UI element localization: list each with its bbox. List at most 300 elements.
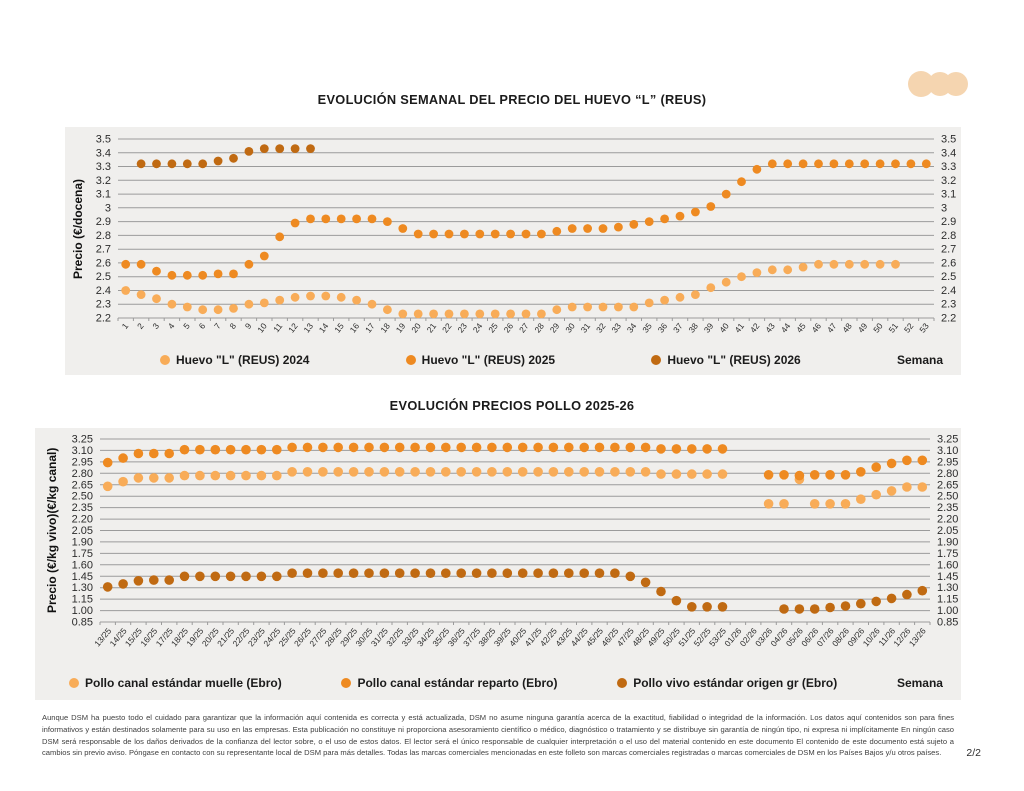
data-point [687, 602, 697, 612]
x-tick-label: 18/25 [168, 625, 191, 649]
data-point [564, 467, 574, 477]
data-point [414, 230, 423, 239]
data-point [380, 443, 390, 453]
data-point [241, 572, 251, 582]
x-tick-label: 43 [763, 321, 777, 335]
data-point [768, 159, 777, 168]
x-tick-label: 17/25 [153, 625, 175, 649]
data-point [599, 224, 608, 233]
data-point [887, 486, 897, 496]
data-point [260, 252, 269, 261]
data-point [522, 230, 531, 239]
data-point [487, 467, 497, 477]
y-tick-label-left: 3.3 [95, 161, 111, 173]
data-point [902, 590, 912, 600]
data-point [830, 159, 839, 168]
data-point [737, 177, 746, 186]
x-tick-label: 13/26 [906, 625, 928, 649]
x-tick-label: 21/25 [214, 625, 237, 649]
data-point [475, 230, 484, 239]
y-tick-label-left: 3.25 [71, 433, 93, 446]
data-point [275, 232, 284, 241]
data-point [506, 230, 515, 239]
y-tick-label-right: 2.50 [937, 490, 959, 503]
data-point [610, 568, 620, 578]
data-point [533, 568, 543, 578]
y-tick-label-left: 2.4 [95, 285, 111, 297]
x-tick-label: 32 [593, 321, 608, 335]
data-point [722, 278, 731, 287]
x-tick-label: 08/26 [829, 625, 852, 649]
series-dot-icon [69, 678, 79, 688]
y-tick-label-right: 2.95 [937, 456, 959, 469]
x-tick-label: 30/25 [353, 625, 375, 649]
y-tick-label-right: 2.4 [941, 285, 957, 297]
data-point [830, 260, 839, 269]
data-point [645, 217, 654, 226]
data-point [137, 290, 146, 299]
x-tick-label: 28/25 [322, 625, 344, 649]
chicken-chart-panel [35, 428, 961, 700]
data-point [676, 212, 685, 221]
data-point [718, 444, 728, 454]
data-point [291, 144, 300, 153]
disclaimer-text: Aunque DSM ha puesto todo el cuidado para garantizar que la información aquí contenida es correcta y está actualizada, DSM no asume ninguna garantía acerca de la exactitud, fiabilidad o integridad de la información. Los datos aquí contenidos son para fines informativos y están destinados solamente para su uso en las empresas. Esta publicación no constituye ni proporciona asesoramiento científico o médico, diagnóstico o tratamiento y se distribuye sin garantía de ningún tipo, ni expresa ni implícitamente En ningún caso DSM será responsable de los daños derivados de la confianza del lector sobre, o el uso de estos datos. El lector será el único responsable de cualquier interpretación o el uso del material contenido en este documento El contenido de este documento está sujeto a cambios sin previo aviso. Póngase en contacto con su representante local de DSM para más detalles. Todas las marcas comerciales mencionadas en este folleto son marcas comerciales registradas o marcas comerciales de DSM en los Países Bajos y/u otros países. [42, 713, 954, 758]
data-point [318, 568, 328, 578]
y-tick-label-right: 2.65 [937, 479, 959, 492]
series-dot-icon [160, 355, 170, 365]
x-tick-label: 18 [378, 321, 392, 335]
y-tick-label-right: 3.2 [941, 174, 957, 187]
data-point [337, 215, 346, 224]
data-point [395, 467, 405, 477]
data-point [198, 305, 207, 314]
data-point [795, 471, 805, 481]
x-tick-label: 35 [640, 321, 654, 335]
data-point [737, 272, 746, 281]
legend-item [406, 353, 555, 367]
data-point [814, 159, 823, 168]
data-point [198, 271, 207, 280]
y-tick-label-right: 3.5 [941, 133, 957, 146]
y-tick-label-left: 3.5 [95, 133, 111, 146]
data-point [537, 310, 546, 319]
legend-item [69, 676, 282, 690]
x-tick-label: 11/26 [876, 625, 898, 648]
data-point [149, 473, 159, 483]
legend-label: Pollo canal estándar reparto (Ebro) [357, 676, 558, 690]
data-point [445, 230, 454, 239]
data-point [583, 224, 592, 233]
x-tick-label: 8 [227, 321, 239, 331]
data-point [764, 470, 774, 480]
data-point [352, 215, 361, 224]
data-point [275, 296, 284, 305]
x-tick-label: 50 [871, 321, 885, 335]
data-point [810, 499, 820, 509]
legend-label: Huevo "L" (REUS) 2024 [176, 353, 310, 367]
egg-chart-title: EVOLUCIÓN SEMANAL DEL PRECIO DEL HUEVO “L” (REUS) [317, 92, 707, 107]
legend-item [617, 676, 837, 690]
data-point [691, 208, 700, 217]
data-point [229, 270, 238, 279]
data-point [245, 147, 254, 156]
y-tick-label-left: 1.75 [71, 547, 93, 560]
data-point [410, 467, 420, 477]
data-point [214, 270, 223, 279]
data-point [706, 283, 715, 292]
x-tick-label: 5 [181, 321, 192, 331]
x-tick-label: 29/25 [337, 625, 360, 649]
series-dot-icon [341, 678, 351, 688]
legend-label: Pollo vivo estándar origen gr (Ebro) [633, 676, 838, 690]
x-tick-label: 10/26 [860, 625, 882, 649]
y-tick-label-left: 2.8 [95, 229, 111, 242]
data-point [764, 499, 774, 509]
data-point [549, 568, 559, 578]
data-point [152, 267, 161, 276]
data-point [472, 467, 482, 477]
x-tick-label: 27/25 [307, 625, 329, 649]
data-point [518, 568, 528, 578]
chicken-chart-legend [69, 676, 943, 690]
data-point [641, 578, 651, 588]
y-tick-label-right: 1.90 [937, 536, 959, 549]
data-point [349, 443, 359, 453]
y-tick-label-left: 0.85 [71, 616, 93, 629]
data-point [522, 310, 531, 319]
x-tick-label: 49/25 [645, 625, 667, 649]
x-tick-label: 39/25 [491, 625, 513, 649]
data-point [352, 296, 361, 305]
data-point [799, 159, 808, 168]
series-dot-icon [617, 678, 627, 688]
data-point [364, 443, 374, 453]
egg-chart-x-axis-title: Semana [896, 353, 943, 367]
data-point [783, 265, 792, 274]
data-point [245, 300, 254, 309]
x-tick-label: 24 [470, 321, 485, 335]
data-point [211, 471, 221, 481]
data-point [164, 473, 174, 483]
x-tick-label: 02/26 [737, 625, 759, 649]
series-0-points [121, 260, 900, 318]
series-2-points [103, 568, 927, 613]
data-point [810, 470, 820, 480]
data-point [645, 299, 654, 308]
legend-label: Huevo "L" (REUS) 2026 [667, 353, 801, 367]
x-tick-label: 1 [119, 321, 131, 331]
legend-item [341, 676, 557, 690]
data-point [841, 601, 851, 611]
x-tick-label: 34/25 [414, 625, 437, 649]
data-point [503, 467, 513, 477]
data-point [275, 144, 284, 153]
x-tick-label: 23 [455, 321, 469, 335]
y-tick-label-right: 2.35 [937, 502, 959, 515]
data-point [676, 293, 685, 302]
y-tick-label-left: 1.30 [71, 582, 93, 595]
data-point [595, 443, 605, 453]
data-point [291, 219, 300, 228]
data-point [380, 568, 390, 578]
data-point [164, 449, 174, 459]
data-point [799, 263, 808, 272]
y-tick-label-right: 2.3 [941, 298, 957, 311]
data-point [595, 467, 605, 477]
data-point [183, 159, 192, 168]
data-point [383, 305, 392, 314]
data-point [918, 456, 928, 466]
x-tick-label: 40/25 [507, 625, 529, 649]
x-tick-label: 24/25 [261, 625, 283, 649]
data-point [779, 604, 789, 614]
y-tick-label-right: 2.9 [941, 216, 957, 229]
data-point [706, 202, 715, 211]
data-point [475, 310, 484, 319]
data-point [610, 467, 620, 477]
data-point [672, 469, 682, 479]
data-point [395, 568, 405, 578]
data-point [321, 215, 330, 224]
data-point [321, 292, 330, 301]
data-point [691, 290, 700, 299]
data-point [579, 443, 589, 453]
y-tick-label-right: 2.7 [941, 243, 957, 256]
data-point [272, 572, 282, 582]
x-tick-label: 19/25 [184, 625, 206, 649]
y-tick-label-left: 2.35 [71, 502, 93, 515]
data-point [687, 469, 697, 479]
data-point [922, 159, 931, 168]
data-point [333, 443, 343, 453]
x-tick-label: 16 [347, 321, 362, 335]
x-tick-label: 15 [332, 321, 346, 335]
data-point [245, 260, 254, 269]
data-point [195, 572, 205, 582]
data-point [876, 260, 885, 269]
chicken-chart-y-axis-title: Precio (€/kg vivo)(€/kg canal) [45, 447, 59, 614]
x-tick-label: 31 [578, 321, 593, 335]
data-point [887, 459, 897, 469]
x-tick-label: 51 [886, 321, 901, 335]
data-point [103, 458, 113, 468]
data-point [456, 443, 466, 453]
data-point [152, 159, 161, 168]
data-point [303, 443, 313, 453]
data-point [533, 443, 543, 453]
data-point [579, 467, 589, 477]
x-tick-label: 11 [271, 321, 285, 335]
data-point [426, 467, 436, 477]
egg-chart-y-axis-title: Precio (€/docena) [71, 178, 85, 279]
x-tick-label: 38 [686, 321, 700, 335]
egg-chart-panel [65, 127, 961, 375]
data-point [503, 568, 513, 578]
data-point [472, 568, 482, 578]
y-tick-label-right: 3.3 [941, 161, 957, 173]
y-tick-label-right: 1.45 [937, 570, 959, 583]
x-tick-label: 12 [286, 321, 300, 335]
data-point [180, 471, 190, 481]
data-point [214, 305, 223, 314]
data-point [137, 159, 146, 168]
x-tick-label: 15/25 [122, 625, 144, 649]
data-point [287, 568, 297, 578]
data-point [656, 444, 666, 454]
x-tick-label: 39 [701, 321, 716, 335]
y-tick-label-right: 2.5 [941, 271, 957, 284]
y-tick-label-left: 1.60 [71, 559, 93, 572]
data-point [183, 303, 192, 312]
data-point [149, 449, 159, 459]
data-point [211, 445, 221, 455]
data-point [118, 477, 128, 487]
data-point [549, 467, 559, 477]
data-point [410, 568, 420, 578]
x-tick-label: 44 [778, 321, 793, 335]
data-point [891, 159, 900, 168]
data-point [445, 310, 454, 319]
data-point [364, 568, 374, 578]
x-tick-label: 03/26 [752, 625, 775, 649]
data-point [137, 260, 146, 269]
x-tick-label: 34 [624, 321, 639, 335]
data-point [614, 303, 623, 312]
x-tick-label: 46/25 [599, 625, 621, 649]
data-point [918, 586, 928, 596]
y-tick-label-left: 1.45 [71, 570, 93, 583]
y-tick-label-left: 2.7 [95, 243, 111, 256]
data-point [871, 490, 881, 500]
data-point [568, 224, 577, 233]
x-tick-label: 04/26 [768, 625, 790, 649]
x-tick-label: 6 [196, 321, 208, 331]
data-point [579, 568, 589, 578]
data-point [121, 260, 130, 269]
data-point [426, 443, 436, 453]
data-point [441, 443, 451, 453]
data-point [168, 300, 177, 309]
data-point [568, 303, 577, 312]
x-tick-label: 22/25 [230, 625, 252, 649]
y-tick-label-right: 2.80 [937, 467, 959, 480]
x-tick-label: 33/25 [399, 625, 421, 649]
data-point [614, 223, 623, 232]
x-tick-label: 9 [242, 321, 254, 331]
x-tick-label: 17 [362, 321, 377, 335]
data-point [368, 215, 377, 224]
data-point [198, 159, 207, 168]
data-point [272, 471, 282, 481]
data-point [349, 467, 359, 477]
y-tick-label-left: 2.95 [71, 456, 93, 469]
data-point [441, 467, 451, 477]
data-point [533, 467, 543, 477]
data-point [260, 144, 269, 153]
data-point [306, 292, 315, 301]
data-point [168, 159, 177, 168]
data-point [687, 444, 697, 454]
x-tick-label: 3 [150, 321, 162, 331]
legend-label: Pollo canal estándar muelle (Ebro) [85, 676, 282, 690]
data-point [398, 224, 407, 233]
x-tick-label: 52 [901, 321, 916, 335]
data-point [168, 271, 177, 280]
x-tick-label: 51/25 [676, 625, 698, 649]
data-point [318, 443, 328, 453]
data-point [918, 482, 928, 492]
data-point [768, 265, 777, 274]
y-tick-label-right: 1.15 [937, 593, 959, 606]
data-point [660, 215, 669, 224]
data-point [518, 467, 528, 477]
data-point [241, 471, 251, 481]
data-point [718, 469, 728, 479]
data-point [333, 467, 343, 477]
data-point [887, 594, 897, 604]
data-point [583, 303, 592, 312]
x-tick-label: 29 [547, 321, 562, 335]
data-point [472, 443, 482, 453]
data-point [272, 445, 282, 455]
data-point [226, 471, 236, 481]
data-point [825, 470, 835, 480]
data-point [902, 456, 912, 466]
x-tick-label: 41/25 [522, 625, 544, 649]
x-tick-label: 09/26 [845, 625, 867, 649]
data-point [257, 471, 267, 481]
data-point [349, 568, 359, 578]
y-tick-label-right: 1.00 [937, 605, 959, 618]
x-tick-label: 23/25 [245, 625, 267, 649]
data-point [795, 604, 805, 614]
series-dot-icon [651, 355, 661, 365]
x-tick-label: 28 [532, 321, 546, 335]
data-point [702, 469, 712, 479]
data-point [656, 587, 666, 597]
x-tick-label: 48 [840, 321, 854, 335]
legend-item [651, 353, 800, 367]
y-tick-label-right: 1.60 [937, 559, 959, 572]
data-point [856, 494, 866, 504]
data-point [629, 220, 638, 229]
data-point [260, 299, 269, 308]
data-point [487, 568, 497, 578]
y-tick-label-left: 2.80 [71, 467, 93, 480]
x-tick-label: 20 [409, 321, 423, 335]
x-tick-label: 42 [747, 321, 762, 335]
x-tick-label: 47 [824, 321, 839, 335]
data-point [337, 293, 346, 302]
x-tick-label: 53/25 [706, 625, 729, 649]
data-point [306, 144, 315, 153]
data-point [564, 568, 574, 578]
data-point [487, 443, 497, 453]
data-point [460, 230, 469, 239]
data-point [303, 467, 313, 477]
legend-label: Huevo "L" (REUS) 2025 [421, 353, 556, 367]
x-tick-label: 35/25 [430, 625, 452, 649]
data-point [118, 579, 128, 589]
data-point [841, 470, 851, 480]
x-tick-label: 19 [393, 321, 408, 335]
data-point [753, 268, 762, 277]
data-point [656, 469, 666, 479]
data-point [456, 467, 466, 477]
data-point [229, 304, 238, 313]
data-point [118, 453, 128, 463]
